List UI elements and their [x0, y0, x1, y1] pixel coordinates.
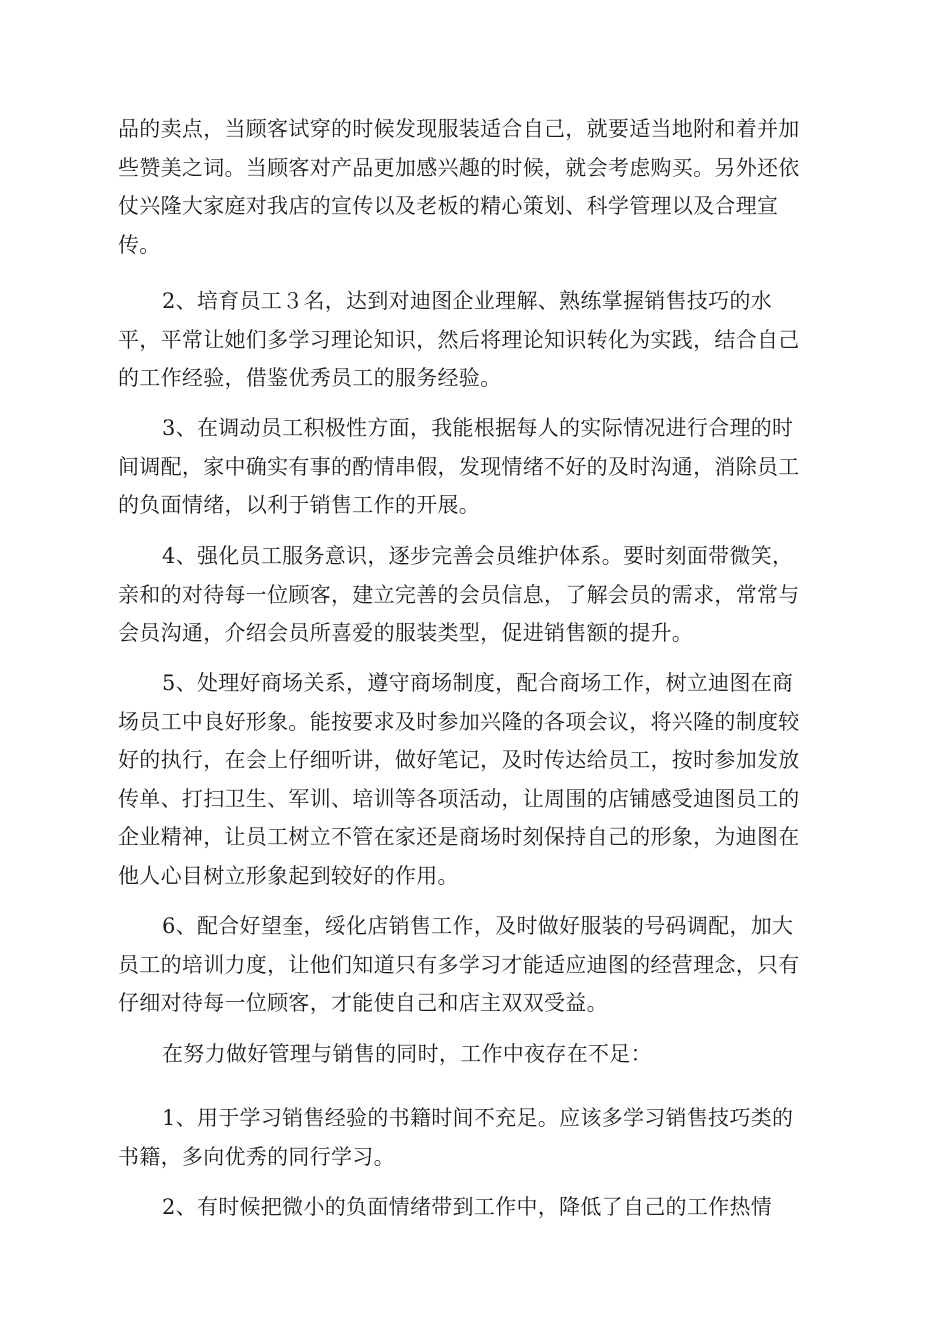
text-line: 的工作经验，借鉴优秀员工的服务经验。 — [118, 366, 502, 390]
text-line: 3、在调动员工积极性方面，我能根据每人的实际情况进行合理的时 — [162, 416, 794, 440]
text-line: 的负面情绪，以利于销售工作的开展。 — [118, 493, 481, 517]
text-line: 传。 — [118, 232, 161, 257]
paragraph-shortcoming-1 — [118, 1099, 834, 1176]
text-line: 好的执行，在会上仔细听讲，做好笔记，及时传达给员工，按时参加发放 — [118, 748, 800, 772]
text-line: 书籍，多向优秀的同行学习。 — [118, 1144, 395, 1169]
text-line: 员工的培训力度，让他们知道只有多学习才能适应迪图的经营理念，只有 — [118, 952, 800, 977]
text-line: 2、有时候把微小的负面情绪带到工作中，降低了自己的工作热情 — [162, 1195, 773, 1219]
text-line: 2、培育员工３名，达到对迪图企业理解、熟练掌握销售技巧的水 — [162, 289, 773, 313]
text-line: 仔细对待每一位顾客，才能使自己和店主双双受益。 — [118, 991, 608, 1015]
text-line: 企业精神，让员工树立不管在家还是商场时刻保持自己的形象，为迪图在 — [118, 825, 800, 849]
text-line: 他人心目树立形象起到较好的作用。 — [118, 863, 459, 888]
paragraph-intro-continuation — [118, 110, 834, 264]
text-line: 1、用于学习销售经验的书籍时间不充足。应该多学习销售技巧类的 — [162, 1106, 794, 1130]
text-line: 传单、打扫卫生、军训、培训等各项活动，让周围的店铺感受迪图员工的 — [118, 786, 800, 811]
paragraph-item-3 — [118, 409, 834, 525]
paragraph-shortcomings-intro — [118, 1035, 834, 1074]
text-line: 平，平常让她们多学习理论知识，然后将理论知识转化为实践，结合自己 — [118, 327, 800, 352]
text-line: 亲和的对待每一位顾客，建立完善的会员信息，了解会员的需求，常常与 — [118, 582, 800, 607]
text-line: 在努力做好管理与销售的同时，工作中夜存在不足： — [162, 1042, 652, 1066]
text-line: 仗兴隆大家庭对我店的宣传以及老板的精心策划、科学管理以及合理宣 — [118, 194, 779, 218]
paragraph-shortcoming-2 — [118, 1188, 834, 1227]
paragraph-item-5 — [118, 664, 834, 895]
text-line: 会员沟通，介绍会员所喜爱的服装类型，促进销售额的提升。 — [118, 621, 694, 645]
text-line: 6、配合好望奎，绥化店销售工作，及时做好服装的号码调配，加大 — [162, 914, 794, 938]
paragraph-item-2 — [118, 282, 834, 398]
paragraph-item-6 — [118, 907, 834, 1023]
text-line: 间调配，家中确实有事的酌情串假，发现情绪不好的及时沟通，消除员工 — [118, 454, 800, 479]
text-line: 些赞美之词。当顾客对产品更加感兴趣的时候，就会考虑购买。另外还依 — [118, 155, 800, 180]
paragraph-item-4 — [118, 537, 834, 653]
text-line: 4、强化员工服务意识，逐步完善会员维护体系。要时刻面带微笑， — [162, 544, 794, 568]
text-line: 场员工中良好形象。能按要求及时参加兴隆的各项会议，将兴隆的制度较 — [118, 709, 800, 734]
text-line: 品的卖点，当顾客试穿的时候发现服装适合自己，就要适当地附和着并加 — [118, 117, 800, 141]
text-line: 5、处理好商场关系，遵守商场制度，配合商场工作，树立迪图在商 — [162, 671, 794, 695]
